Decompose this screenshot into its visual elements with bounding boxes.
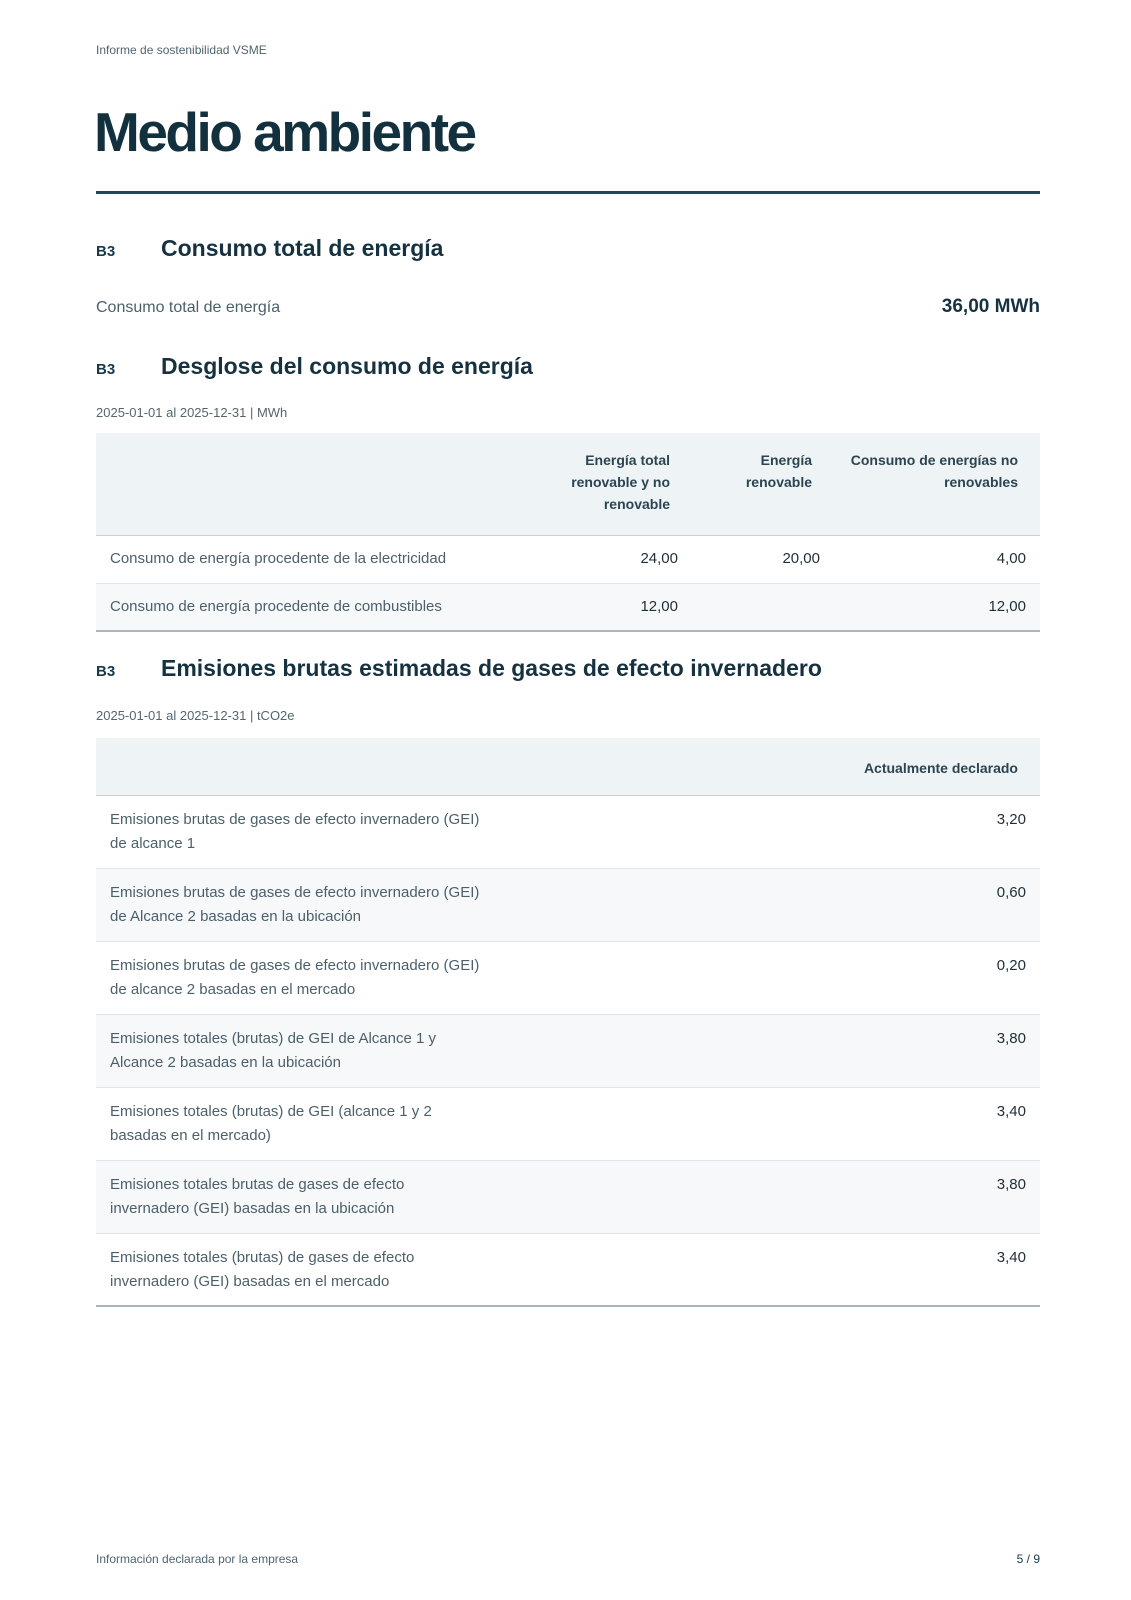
row-label-cell bbox=[96, 868, 796, 941]
row-label: Emisiones totales (brutas) de gases de efecto invernadero (GEI) basadas en el mercado bbox=[110, 1248, 415, 1290]
section-energy-total-heading bbox=[96, 235, 1040, 265]
column-header bbox=[96, 433, 559, 535]
energy-total-row bbox=[96, 296, 1040, 320]
row-label: Emisiones brutas de gases de efecto invernadero (GEI) de alcance 1 bbox=[110, 810, 480, 852]
row-label: Emisiones totales (brutas) de GEI (alcance 1 y 2 basadas en el mercado) bbox=[110, 1102, 432, 1144]
cell-value: 0,60 bbox=[796, 868, 1040, 941]
row-label: Emisiones brutas de gases de efecto invernadero (GEI) de alcance 2 basadas en el mercado bbox=[110, 956, 480, 998]
section-title: Emisiones brutas estimadas de gases de efecto invernadero bbox=[161, 655, 822, 681]
section-ghg-heading bbox=[96, 655, 1040, 685]
row-label-cell bbox=[96, 795, 796, 868]
column-header-declared: Actualmente declarado bbox=[796, 738, 1040, 795]
cell-value: 3,20 bbox=[796, 795, 1040, 868]
row-label-cell bbox=[96, 1087, 796, 1160]
cell-total: 24,00 bbox=[559, 535, 692, 583]
table-row bbox=[96, 1014, 1040, 1087]
page-number: 5 / 9 bbox=[1016, 1552, 1040, 1566]
row-label: Emisiones totales brutas de gases de efecto invernadero (GEI) basadas en la ubicación bbox=[110, 1175, 405, 1217]
column-header-total: Energía total renovable y no renovable bbox=[559, 433, 692, 535]
section-energy-breakdown-heading bbox=[96, 353, 1040, 383]
cell-total: 12,00 bbox=[559, 583, 692, 631]
section-code: B3 bbox=[96, 663, 116, 680]
energy-total-label: Consumo total de energía bbox=[96, 299, 281, 316]
row-label: Consumo de energía procedente de la electricidad bbox=[96, 535, 559, 583]
cell-value: 3,80 bbox=[796, 1160, 1040, 1233]
table-row bbox=[96, 1160, 1040, 1233]
table-row bbox=[96, 795, 1040, 868]
row-label: Emisiones totales (brutas) de GEI de Alcance 1 y Alcance 2 basadas en la ubicación bbox=[110, 1029, 436, 1071]
row-label: Consumo de energía procedente de combustibles bbox=[96, 583, 559, 631]
cell-non-renewable: 12,00 bbox=[834, 583, 1040, 631]
ghg-emissions-table bbox=[96, 738, 1040, 1307]
row-label-cell bbox=[96, 1233, 796, 1306]
column-header-renewable: Energía renovable bbox=[692, 433, 834, 535]
table-row bbox=[96, 1087, 1040, 1160]
section-code: B3 bbox=[96, 243, 116, 260]
column-header bbox=[96, 738, 796, 795]
cell-value: 3,40 bbox=[796, 1233, 1040, 1306]
energy-total-value: 36,00 MWh bbox=[941, 296, 1040, 317]
cell-value: 3,80 bbox=[796, 1014, 1040, 1087]
table-row bbox=[96, 535, 1040, 583]
cell-value: 0,20 bbox=[796, 941, 1040, 1014]
cell-renewable: 20,00 bbox=[692, 535, 834, 583]
title-divider bbox=[96, 191, 1040, 194]
row-label-cell bbox=[96, 1014, 796, 1087]
section-title: Desglose del consumo de energía bbox=[161, 353, 533, 379]
section-title: Consumo total de energía bbox=[161, 235, 444, 261]
table-row bbox=[96, 1233, 1040, 1306]
table-header-row bbox=[96, 738, 1040, 795]
row-label-cell bbox=[96, 941, 796, 1014]
running-header: Informe de sostenibilidad VSME bbox=[96, 43, 267, 57]
cell-non-renewable: 4,00 bbox=[834, 535, 1040, 583]
column-header-non-renewable: Consumo de energías no renovables bbox=[834, 433, 1040, 535]
row-label: Emisiones brutas de gases de efecto invernadero (GEI) de Alcance 2 basadas en la ubicación bbox=[110, 883, 480, 925]
energy-breakdown-table bbox=[96, 433, 1040, 632]
document-page bbox=[96, 0, 1040, 1600]
table-row bbox=[96, 583, 1040, 631]
table-row bbox=[96, 941, 1040, 1014]
cell-renewable bbox=[692, 583, 834, 631]
section-code: B3 bbox=[96, 361, 116, 378]
cell-value: 3,40 bbox=[796, 1087, 1040, 1160]
ghg-meta: 2025-01-01 al 2025-12-31 | tCO2e bbox=[96, 708, 295, 723]
page-title: Medio ambiente bbox=[94, 101, 475, 163]
table-row bbox=[96, 868, 1040, 941]
footer-note: Información declarada por la empresa bbox=[96, 1552, 299, 1566]
row-label-cell bbox=[96, 1160, 796, 1233]
table-header-row bbox=[96, 433, 1040, 535]
energy-breakdown-meta: 2025-01-01 al 2025-12-31 | MWh bbox=[96, 405, 288, 420]
